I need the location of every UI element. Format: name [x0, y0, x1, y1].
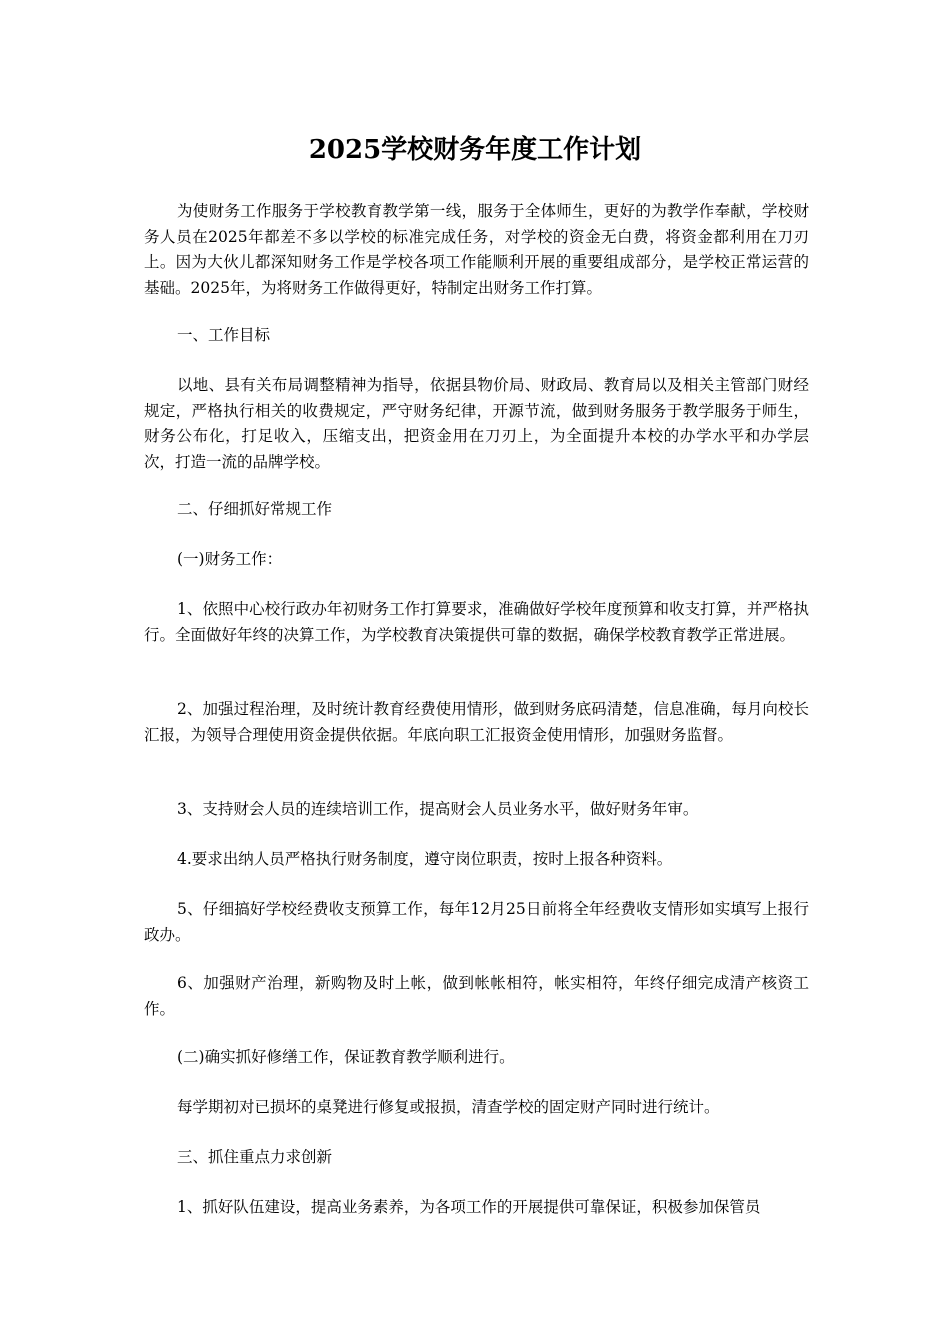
- list-item-5: 5、仔细搞好学校经费收支预算工作，每年12月25日前将全年经费收支情形如实填写上报行政办。: [144, 900, 809, 944]
- goals-paragraph: 以地、县有关布局调整精神为指导，依据县物价局、财政局、教育局以及相关主管部门财经规定，严格执行相关的收费规定，严守财务纪律，开源节流，做到财务服务于教学服务于师生，财务公布化，打足收入，压缩支出，把资金用在刀刃上，为全面提升本校的办学水平和办学层次，打造一流的品牌学校。: [144, 376, 809, 471]
- list-item-1: 1、依照中心校行政办年初财务工作打算要求，准确做好学校年度预算和收支打算，并严格执行。全面做好年终的决算工作，为学校教育决策提供可靠的数据，确保学校教育教学正常进展。: [144, 600, 809, 644]
- list-item-2: 2、加强过程治理，及时统计教育经费使用情形，做到财务底码清楚，信息准确，每月向校长汇报，为领导合理使用资金提供依据。年底向职工汇报资金使用情形，加强财务监督。: [144, 700, 809, 744]
- repair-paragraph: 每学期初对已损坏的桌凳进行修复或报损，清查学校的固定财产同时进行统计。: [177, 1098, 720, 1116]
- list-item-6: 6、加强财产治理，新购物及时上帐，做到帐帐相符，帐实相符，年终仔细完成清产核资工作。: [144, 974, 809, 1018]
- section-heading-goals: 一、工作目标: [177, 326, 271, 344]
- document-title: 2025学校财务年度工作计划: [308, 135, 642, 165]
- subsection-heading-finance: (一)财务工作：: [177, 550, 283, 568]
- intro-paragraph: 为使财务工作服务于学校教育教学第一线，服务于全体师生，更好的为教学作奉献，学校财务人员在2025年都差不多以学校的标准完成任务，对学校的资金无白费，将资金都利用在刀刃上。因为大伙儿都深知财务工作是学校各项工作能顺利开展的重要组成部分，是学校正常运营的基础。2025年，为将财务工作做得更好，特制定出财务工作打算。: [144, 202, 809, 297]
- list-item-4: 4.要求出纳人员严格执行财务制度，遵守岗位职责，按时上报各种资料。: [177, 850, 673, 868]
- list-item-3: 3、支持财会人员的连续培训工作，提高财会人员业务水平，做好财务年审。: [177, 800, 699, 818]
- section-heading-routine: 二、仔细抓好常规工作: [177, 500, 333, 518]
- subsection-heading-repair: (二)确实抓好修缮工作，保证教育教学顺利进行。: [177, 1048, 515, 1066]
- section-heading-innovation: 三、抓住重点力求创新: [177, 1148, 333, 1166]
- innovation-item-1: 1、抓好队伍建设，提高业务素养，为各项工作的开展提供可靠保证，积极参加保管员: [177, 1198, 761, 1216]
